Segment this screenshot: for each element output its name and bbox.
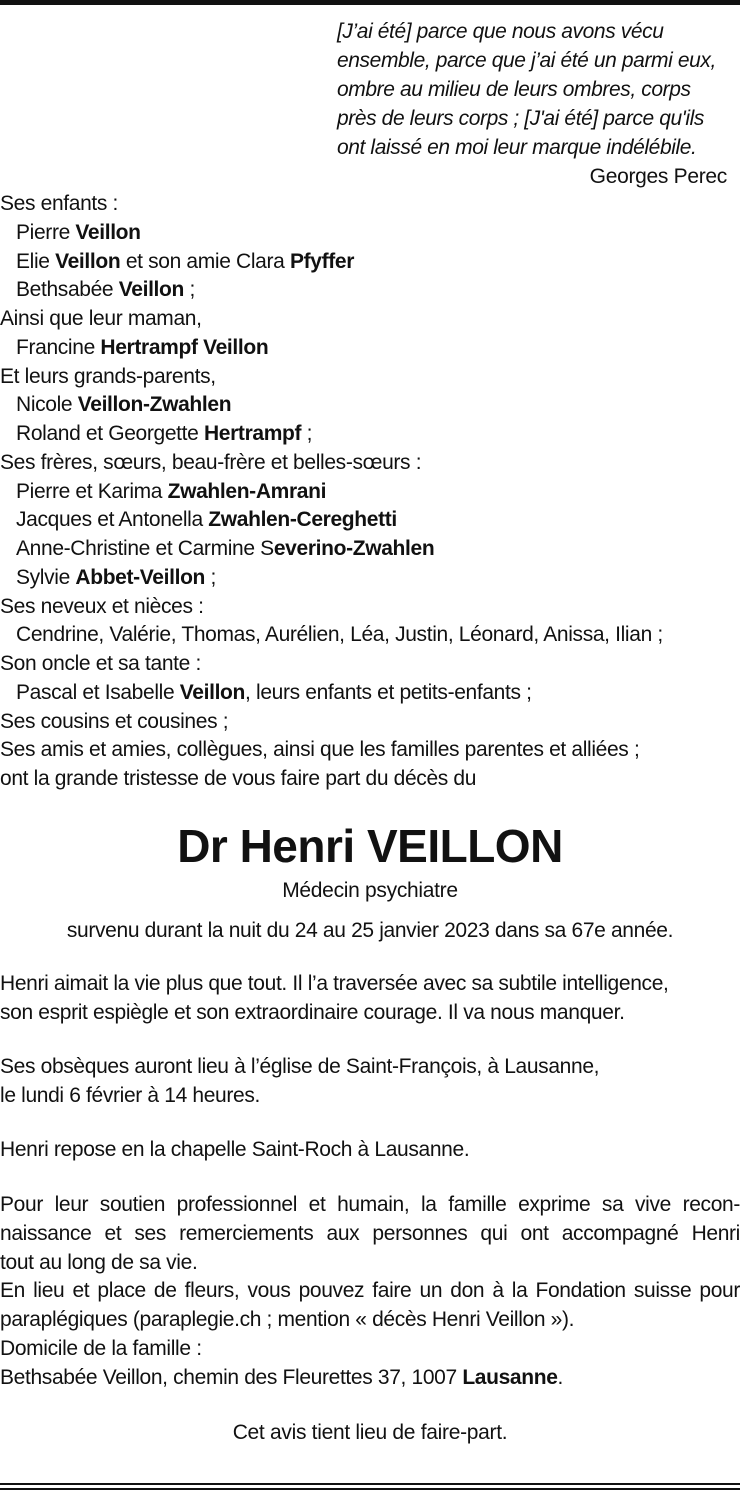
line-end: ; [301, 422, 313, 445]
mother-heading: Ainsi que leur maman, [0, 307, 202, 330]
first-name: Pierre et Karima [16, 479, 168, 503]
grandparent-entry [0, 420, 740, 449]
sibling-entry [0, 478, 740, 507]
sibling-entry [0, 506, 740, 535]
bottom-rule [0, 1483, 740, 1485]
grandparents-heading: Et leurs grands-parents, [0, 364, 216, 388]
closing-note: Cet avis tient lieu de faire-part. [232, 1421, 508, 1444]
thanks-line: naissance et ses remerciements aux personnes qui ont accompagné Henri [0, 1221, 740, 1245]
tribute-line: Henri aimait la vie plus que tout. Il l’a traversée avec sa subtile intelligence, [0, 972, 669, 995]
first-name: Sylvie [16, 565, 76, 589]
line-end: ; [184, 278, 195, 302]
quote-line: ombre au milieu de leurs ombres, corps [337, 78, 691, 101]
mother-entry [0, 334, 740, 363]
uncle-entry [0, 679, 740, 708]
quote-line: près de leurs corps ; [J'ai été] parce qu'ils [337, 107, 705, 130]
last-name: Abbet-Veillon [75, 565, 206, 589]
last-name: Zwahlen-Cereghetti [208, 508, 397, 532]
epigraph-quote [337, 17, 732, 162]
first-name: Jacques et Antonella [16, 508, 209, 532]
first-name: Pascal et Isabelle [16, 680, 180, 704]
last-name: Hertrampf [203, 422, 302, 445]
deceased-name: Dr Henri VEILLON [177, 820, 563, 872]
address-text: Bethsabée Veillon, chemin des Fleurettes 37, 1007 [0, 1365, 463, 1389]
child-entry [0, 276, 740, 305]
funeral-paragraph [0, 1053, 740, 1111]
line-end: ; [205, 565, 217, 589]
connector-text: et son amie Clara [120, 249, 290, 273]
last-name: Zwahlen-Amrani [167, 479, 327, 503]
tribute-paragraph [0, 970, 740, 1028]
sibling-entry [0, 535, 740, 564]
funeral-line: le lundi 6 février à 14 heures. [0, 1083, 260, 1107]
quote-author: Georges Perec [589, 165, 727, 188]
last-name: Pfyffer [289, 249, 355, 273]
last-name: Veillon [118, 278, 185, 302]
last-name: Hertrampf Veillon [100, 335, 269, 359]
repose-line: Henri repose en la chapelle Saint-Roch à Lausanne. [0, 1138, 470, 1161]
family-list [0, 190, 740, 794]
address-end: . [557, 1365, 564, 1389]
siblings-heading: Ses frères, sœurs, beau-frère et belles-sœurs : [0, 450, 422, 474]
child-entry [0, 248, 740, 277]
grandparent-entry [0, 391, 740, 420]
quote-line: [J’ai été] parce que nous avons vécu [337, 20, 664, 43]
top-rule [0, 0, 740, 5]
first-name: Elie [16, 249, 56, 273]
deceased-profession: Médecin psychiatre [282, 879, 458, 902]
announcement-line: ont la grande tristesse de vous faire part du décès du [0, 767, 477, 790]
donation-line: paraplégiques (paraplegie.ch ; mention « décès Henri Veillon »). [0, 1308, 575, 1331]
first-name: Pierre [16, 220, 76, 244]
last-name: Veillon [75, 220, 141, 244]
domicile-heading: Domicile de la famille : [0, 1336, 202, 1360]
last-name: Veillon [55, 249, 121, 273]
first-name: Bethsabée [16, 278, 119, 302]
nephews-heading: Ses neveux et nièces : [0, 594, 204, 618]
repose-paragraph [0, 1136, 740, 1165]
donation-line: En lieu et place de fleurs, vous pouvez faire un don à la Fondation suisse pour [0, 1279, 740, 1303]
funeral-line: Ses obsèques auront lieu à l’église de Saint-François, à Lausanne, [0, 1055, 600, 1078]
first-name: Anne-Christine et Carmine S [16, 537, 274, 560]
children-heading: Ses enfants : [0, 192, 119, 215]
line-end: , leurs enfants et petits-enfants ; [245, 680, 532, 704]
friends-line: Ses amis et amies, collègues, ainsi que les familles parentes et alliées ; [0, 738, 640, 762]
last-name: everino-Zwahlen [273, 537, 435, 560]
tribute-line: son esprit espiègle et son extraordinaire courage. Il va nous manquer. [0, 1000, 625, 1024]
bottom-rule [0, 1488, 740, 1490]
quote-line: ensemble, parce que j’ai été un parmi eux, [337, 49, 716, 72]
sibling-entry [0, 564, 740, 593]
child-entry [0, 219, 740, 248]
address-city: Lausanne [462, 1365, 558, 1389]
cousins-line: Ses cousins et cousines ; [0, 709, 229, 733]
thanks-line: Pour leur soutien professionnel et humain, la famille exprime sa vive recon- [0, 1193, 740, 1216]
nephews-list: Cendrine, Valérie, Thomas, Aurélien, Léa, Justin, Léonard, Anissa, Ilian ; [16, 623, 663, 647]
family-address [0, 1364, 740, 1393]
first-name: Roland et Georgette [16, 422, 204, 445]
first-name: Francine [16, 335, 101, 359]
thanks-line: tout au long de sa vie. [0, 1250, 198, 1274]
death-date: survenu durant la nuit du 24 au 25 janvier 2023 dans sa 67e année. [66, 919, 674, 942]
last-name: Veillon [179, 680, 246, 704]
first-name: Nicole [16, 393, 78, 417]
last-name: Veillon-Zwahlen [77, 393, 232, 417]
thanks-paragraph [0, 1191, 740, 1392]
uncle-heading: Son oncle et sa tante : [0, 652, 201, 675]
quote-line: ont laissé en moi leur marque indélébile. [337, 136, 697, 159]
